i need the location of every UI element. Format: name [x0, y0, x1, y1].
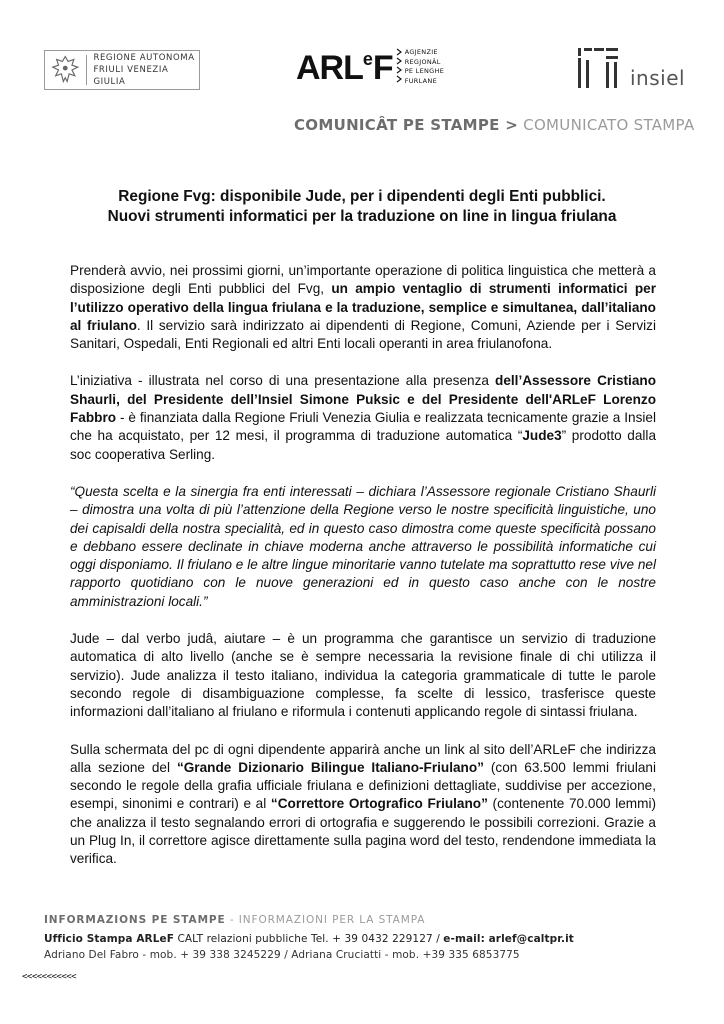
p2-bold-names: dell’Assessore Cristiano Shaurli, del Presidente dell’Insiel Simone Puksic e del Presidente dell'ARLeF Lorenzo Fabbro	[70, 373, 656, 426]
p2-text: L’iniziativa - illustrata nel corso di una presentazione alla presenza	[70, 373, 496, 389]
arlef-logo-e: e	[362, 49, 373, 69]
p1-text: Prenderà avvio, nei prossimi giorni, un’importante operazione di politica linguistica che metterà a disposizione degli Enti pubblici del Fvg,	[70, 263, 656, 297]
logo-divider	[86, 55, 87, 85]
p5-text-end: (contenente 70.000 lemmi) che analizza il testo segnalando errori di ortografia e suggerendo le possibili correzioni. Grazie a un Plug In, il correttore agisce direttamente sulla pagina word del testo, rendendone immediata la verifica.	[70, 796, 656, 867]
document-body	[70, 262, 656, 888]
p2-text-mid: - è finanziata dalla Regione Friuli Venezia Giulia e realizzata tecnicamente grazie a Insiel che ha acquistato, per 12 mesi, il programma di traduzione automatica “	[70, 410, 656, 444]
press-info-italian: - INFORMAZIONI PER LA STAMPA	[225, 914, 426, 926]
insiel-bars-icon	[578, 44, 628, 92]
p5-bold-dictionary: “Grande Dizionario Bilingue Italiano-Friulano”	[176, 759, 484, 775]
arlef-logo	[296, 46, 444, 90]
p5-bold-spellchecker: “Correttore Ortografico Friulano”	[270, 796, 488, 812]
press-office-email: e-mail: arlef@caltpr.it	[443, 933, 574, 945]
paragraph-3-quote: “Questa scelta e la sinergia fra enti interessati – dichiara l’Assessore regionale Cristiano Shaurli – dimostra una volta di più l’attenzione della Regione verso le nostre specificità linguistiche, uno dei capisaldi della nostra specialità, ed in questo caso dimostra come queste specificità possano e debbano essere declinate in chiave moderna anche attraverso le possibilità informatiche cui oggi disponiamo. Il friulano e le altre lingue minoritarie vanno tutelate ma soprattutto rese vive nel rapporto quotidiano con le nuove generazioni ed in questo caso anche con le nostre amministrazioni locali.”	[70, 483, 656, 609]
chevron-stack-icon	[396, 48, 402, 86]
region-name	[93, 52, 199, 88]
agency-line: REGJONÂL	[404, 57, 441, 66]
press-release-label	[294, 116, 695, 134]
title-line-2: Nuovi strumenti informatici per la traduzione on line in lingua friulana	[107, 208, 617, 225]
title-line-1: Regione Fvg: disponibile Jude, per i dipendenti degli Enti pubblici.	[118, 188, 606, 205]
p1-bold: un ampio ventaglio di strumenti informatici per l’utilizzo operativo della lingua friulana e la traduzione, semplice e simultanea, dall’italiano al friulano	[70, 281, 656, 333]
p5-text-mid: (con 63.500 lemmi friulani secondo le regole della grafia ufficiale friulana e definizioni dettagliate, suddivise per accezione, esempi, sinonimi e contrari) e al	[70, 759, 656, 812]
press-office-contact	[44, 933, 574, 945]
regione-fvg-logo	[44, 50, 200, 90]
arlef-agency-name	[405, 48, 444, 86]
paragraph-2	[70, 372, 656, 463]
arlef-logo-arl: ARL	[296, 49, 363, 87]
eagle-seal-icon	[48, 52, 82, 88]
insiel-logo-text: insiel	[630, 66, 686, 90]
agency-line: PE LENGHE	[404, 67, 445, 75]
press-label-italian: COMUNICATO STAMPA	[518, 116, 695, 134]
paragraph-5	[70, 741, 656, 869]
press-contacts-mobile: Adriano Del Fabro - mob. + 39 338 3245229 / Adriana Cruciatti - mob. +39 335 6853775	[44, 949, 520, 961]
p1-text-end: . Il servizio sarà indirizzato ai dipendenti di Regione, Comuni, Aziende per i Servizi Sanitari, Ospedali, Enti Regionali ed altri Enti locali operanti in area friulanofona.	[70, 317, 656, 352]
press-office-phone: CALT relazioni pubbliche Tel. + 39 0432 229127 /	[174, 933, 444, 945]
region-name-line2: FRIULI VENEZIA GIULIA	[93, 65, 169, 87]
arlef-logo-f: F	[372, 49, 393, 87]
p2-text-end: ” prodotto dalla soc cooperativa Serling.	[70, 428, 657, 462]
end-mark: <<<<<<<<<<<	[22, 972, 77, 982]
p5-text: Sulla schermata del pc di ogni dipendente apparirà anche un link al sito dell’ARLeF che indirizza alla sezione del	[70, 741, 656, 775]
press-info-friulian: INFORMAZIONS PE STAMPE	[44, 914, 226, 926]
press-label-friulian: COMUNICÂT PE STAMPE >	[294, 116, 519, 134]
paragraph-4: Jude – dal verbo judâ, aiutare – è un programma che garantisce un servizio di traduzione automatica di alto livello (anche se è sempre necessaria la revisione finale di chi utilizza il servizio). Jude analizza il testo italiano, individua la categoria grammaticale di tutte le parole secondo regole di disambiguazione complesse, fa scelte di lessico, trasferisce queste informazioni dall’italiano al friulano e riformula i contenuti applicando regole di sintassi friulana.	[70, 631, 656, 720]
p2-bold-product: Jude3	[522, 428, 562, 444]
insiel-logo	[574, 44, 684, 92]
press-info-heading	[44, 914, 425, 926]
document-title	[40, 187, 684, 227]
press-office-name: Ufficio Stampa ARLeF	[44, 933, 175, 945]
region-name-line1: REGIONE AUTONOMA	[93, 53, 195, 63]
agency-line: FURLANE	[404, 76, 437, 85]
paragraph-1	[70, 262, 656, 353]
agency-line: AGJENZIE	[404, 48, 438, 56]
